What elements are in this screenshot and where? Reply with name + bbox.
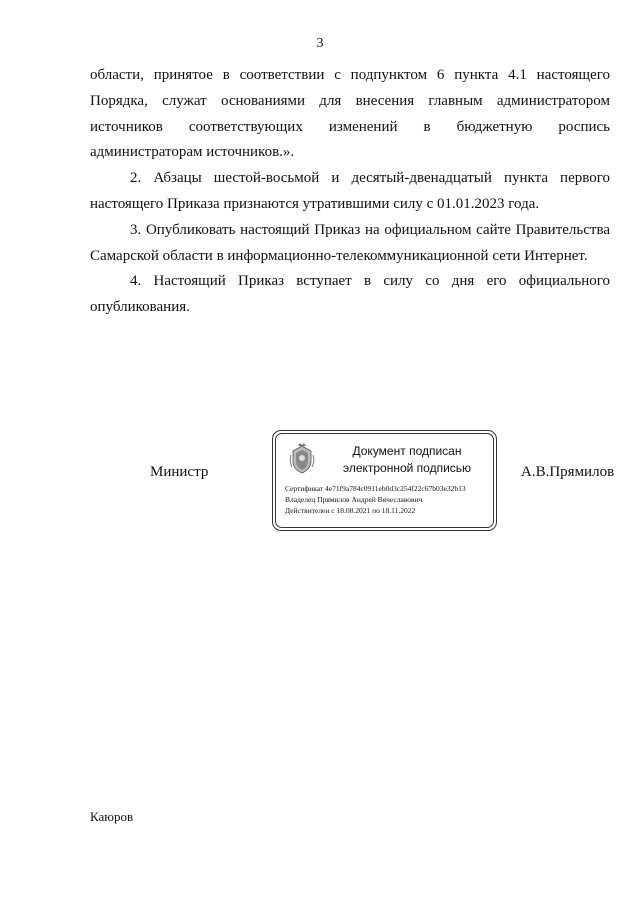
executor-name: Каюров [90,809,134,824]
text-line: настоящего Приказа признаются утратившими силу с 01.01.2023 года. [90,195,540,212]
text-line: администраторам источников.». [90,144,295,161]
certificate-number: Сертификат 4e71f9a784c0911eb0d3c254f22c67b03e32b13 [285,484,466,493]
text-line: опубликования. [90,299,190,316]
signer-position: Министр [150,464,209,480]
page-number: 3 [316,36,324,51]
text-line: 3. Опубликовать настоящий Приказ на официальном сайте Правительства [130,221,610,238]
text-line: 4. Настоящий Приказ вступает в силу со дня его официального [130,273,610,290]
text-line: источников соответствующих изменений в бюджетную роспись [90,118,610,135]
certificate-owner: Владелец Прямилов Андрей Вячеславович [285,495,423,504]
signer-name: А.В.Прямилов [521,464,615,480]
stamp-title [321,443,493,477]
stamp-title-line: электронной подписью [342,461,472,475]
text-line: Порядка, служат основаниями для внесения главным администратором [90,92,610,109]
document-body [90,63,610,321]
stamp-inner-border [275,433,494,528]
paragraph-item-4 [90,269,610,321]
text-line: 2. Абзацы шестой-восьмой и десятый-двенадцатый пункта первого [130,170,610,187]
text-line: Самарской области в информационно-телекоммуникационной сети Интернет. [90,247,588,264]
paragraph-continuation [90,63,610,166]
paragraph-item-2 [90,166,610,218]
stamp-title-line: Документ подписан [352,444,462,458]
regional-coat-of-arms-icon [287,441,317,475]
text-line: области, принятое в соответствии с подпунктом 6 пункта 4.1 настоящего [90,67,610,83]
electronic-signature-stamp [272,430,497,531]
stamp-details [285,483,495,516]
certificate-validity: Действителен с 18.08.2021 по 18.11.2022 [285,506,416,515]
paragraph-item-3 [90,218,610,270]
